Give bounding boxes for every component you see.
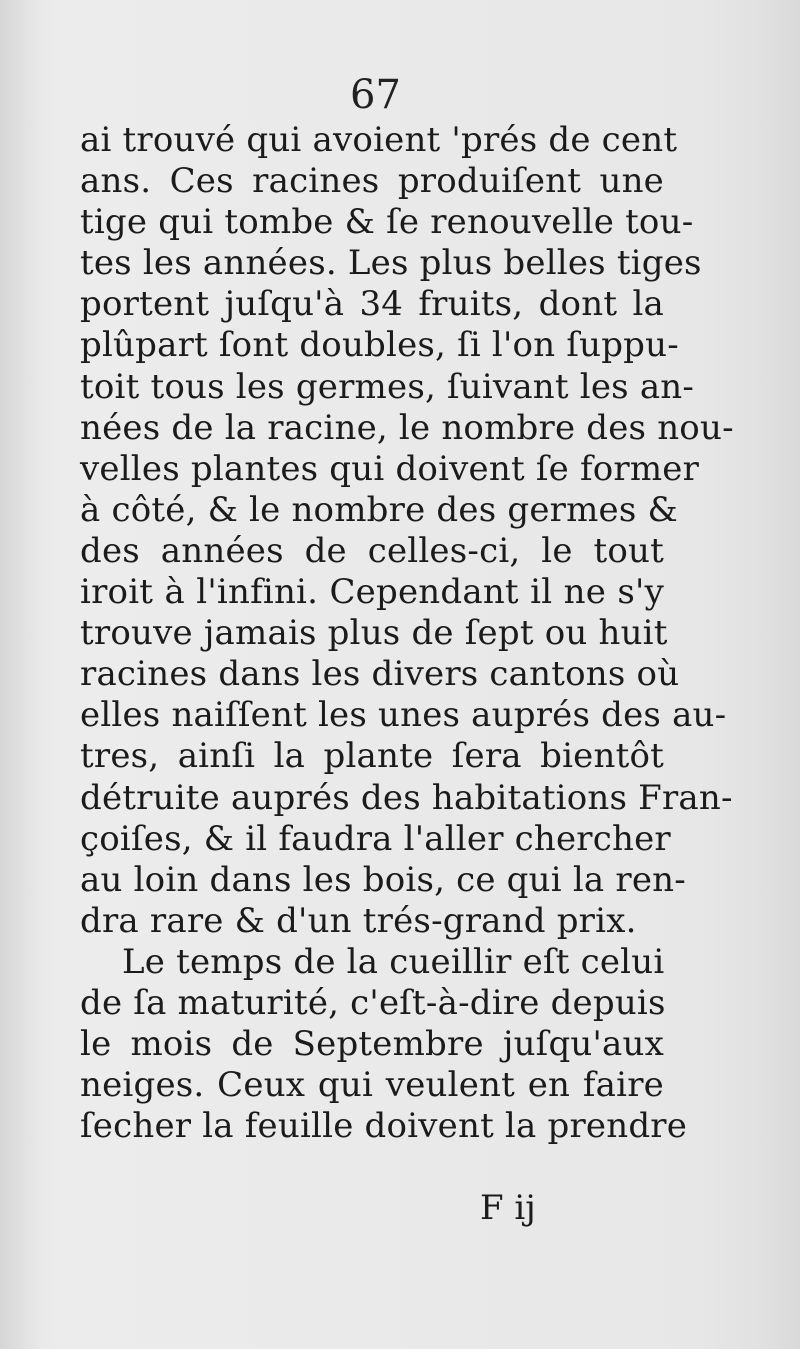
text-line: çoiſes, & il faudra l'aller chercher: [80, 818, 671, 859]
signature-mark: F ij: [480, 1188, 536, 1228]
text-line: des années de celles-ci, le tout: [80, 530, 664, 571]
text-line: tige qui tombe & ſe renouvelle tou-: [80, 202, 694, 243]
text-line: trouve jamais plus de ſept ou huit: [80, 613, 668, 654]
text-line: ai trouvé qui avoient 'prés de cent: [80, 120, 678, 160]
text-line: elles naiſſent les unes auprés des au-: [80, 695, 727, 736]
text-line: nées de la racine, le nombre des nou-: [80, 407, 734, 448]
text-line: toit tous les germes, ſuivant les an-: [80, 366, 695, 407]
text-line: velles plantes qui doivent ſe former: [80, 448, 700, 489]
text-line: iroit à l'infini. Cependant il ne s'y: [80, 572, 664, 613]
text-line: tres, ainſi la plante ſera bientôt: [80, 736, 664, 777]
body-text: [80, 120, 734, 1147]
text-line: tes les années. Les plus belles tiges: [80, 243, 702, 284]
text-line: plûpart ſont doubles, ſi l'on ſuppu-: [80, 325, 679, 366]
text-line: de ſa maturité, c'eſt-à-dire depuis: [80, 982, 666, 1023]
text-line: portent juſqu'à 34 fruits, dont la: [80, 284, 664, 325]
text-line: le mois de Septembre juſqu'aux: [80, 1024, 664, 1065]
page-number: 67: [350, 72, 401, 118]
text-line: au loin dans les bois, ce qui la ren-: [80, 859, 686, 900]
text-line: ſecher la feuille doivent la prendre: [80, 1106, 688, 1147]
paragraph-first-line: Le temps de la cueillir eſt celui: [122, 941, 665, 982]
text-line: détruite auprés des habitations Fran-: [80, 777, 733, 818]
text-line: neiges. Ceux qui veulent en faire: [80, 1065, 664, 1106]
text-line: à côté, & le nombre des germes &: [80, 489, 678, 530]
text-line: racines dans les divers cantons où: [80, 654, 680, 695]
text-line: dra rare & d'un trés-grand prix.: [80, 900, 637, 941]
text-line: ans. Ces racines produiſent une: [80, 161, 664, 202]
